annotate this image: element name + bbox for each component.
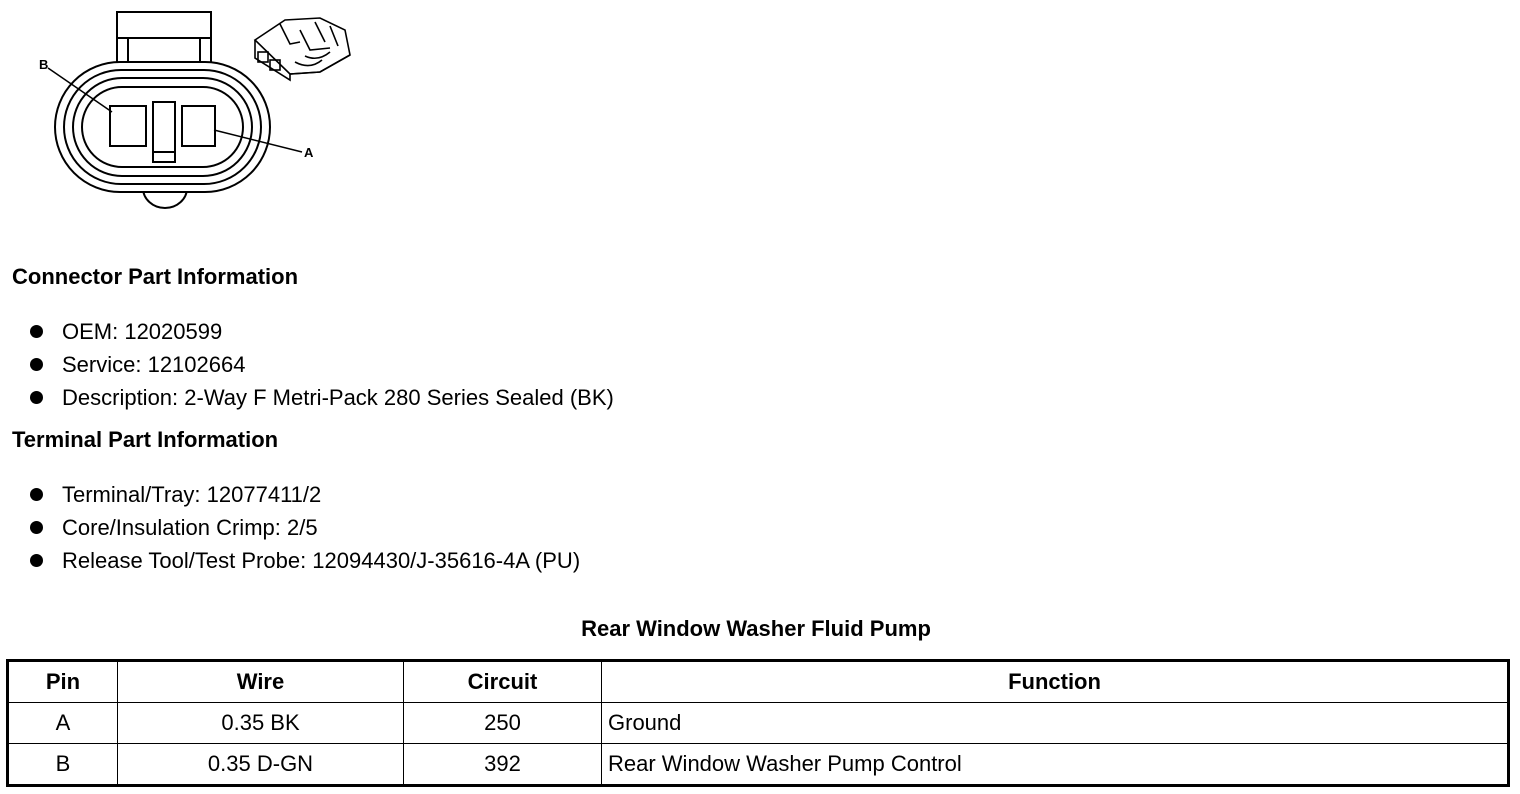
bullet-icon	[30, 521, 43, 534]
terminal-part-info-list	[28, 478, 580, 577]
connector-part-info-list	[28, 315, 614, 414]
cell-circuit: 250	[404, 703, 602, 744]
table-header-row	[8, 661, 1509, 703]
pin-table	[6, 659, 1510, 787]
cell-pin: A	[8, 703, 118, 744]
list-item	[28, 544, 580, 577]
cell-function: Rear Window Washer Pump Control	[602, 744, 1509, 786]
core-insulation-crimp: Core/Insulation Crimp: 2/5	[62, 515, 318, 540]
connector-description: Description: 2-Way F Metri-Pack 280 Series Sealed (BK)	[62, 385, 614, 410]
cell-wire: 0.35 BK	[118, 703, 404, 744]
cell-wire: 0.35 D-GN	[118, 744, 404, 786]
table-row	[8, 744, 1509, 786]
bullet-icon	[30, 325, 43, 338]
list-item	[28, 315, 614, 348]
list-item	[28, 511, 580, 544]
list-item	[28, 381, 614, 414]
header-function: Function	[602, 661, 1509, 703]
header-pin: Pin	[8, 661, 118, 703]
pin-a-label: A	[304, 145, 314, 160]
connector-diagram	[0, 0, 380, 225]
header-wire: Wire	[118, 661, 404, 703]
oem-part-number: OEM: 12020599	[62, 319, 223, 344]
cell-function: Ground	[602, 703, 1509, 744]
header-circuit: Circuit	[404, 661, 602, 703]
connector-part-info-heading: Connector Part Information	[12, 264, 299, 289]
connector-face-drawing	[0, 0, 380, 225]
service-part-number: Service: 12102664	[62, 352, 246, 377]
cell-circuit: 392	[404, 744, 602, 786]
pin-b-label: B	[39, 57, 49, 72]
bullet-icon	[30, 391, 43, 404]
bullet-icon	[30, 358, 43, 371]
bullet-icon	[30, 554, 43, 567]
pin-table-title: Rear Window Washer Fluid Pump	[581, 616, 931, 641]
release-tool-test-probe: Release Tool/Test Probe: 12094430/J-35616-4A (PU)	[62, 548, 581, 573]
list-item	[28, 478, 580, 511]
list-item	[28, 348, 614, 381]
cell-pin: B	[8, 744, 118, 786]
terminal-tray: Terminal/Tray: 12077411/2	[62, 482, 322, 507]
terminal-part-info-heading: Terminal Part Information	[12, 427, 279, 452]
table-row	[8, 703, 1509, 744]
bullet-icon	[30, 488, 43, 501]
